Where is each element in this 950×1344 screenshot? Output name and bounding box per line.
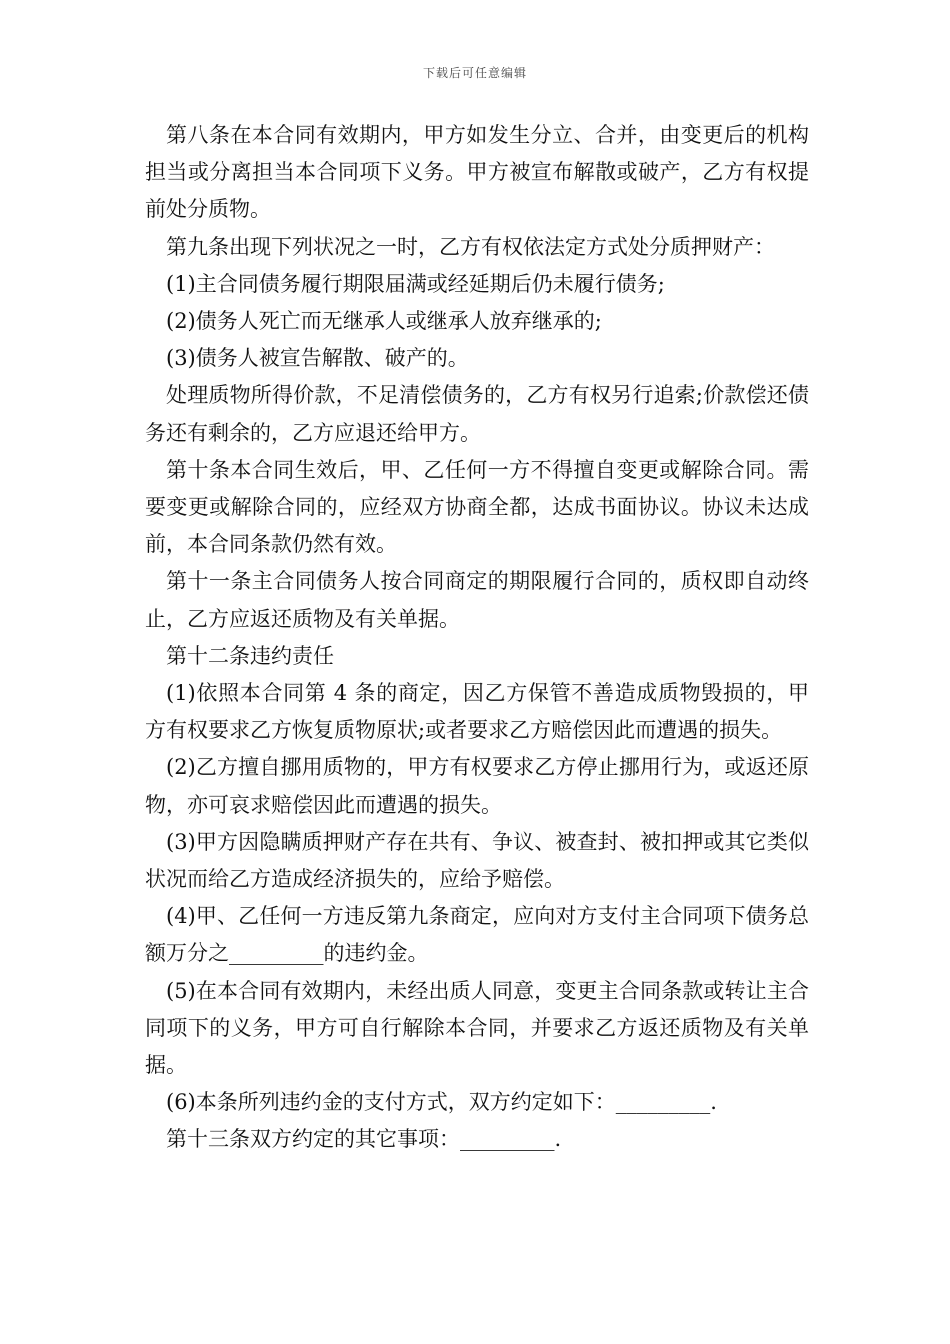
paragraph-item: (5)在本合同有效期内，未经出质人同意，变更主合同条款或转让主合同项下的义务，甲方可自行解除本合同，并要求乙方返还质物及有关单据。 — [145, 978, 809, 1078]
paragraph-item: (1)依照本合同第 4 条的商定，因乙方保管不善造成质物毁损的，甲方有权要求乙方恢复质物原状;或者要求乙方赔偿因此而遭遇的损失。 — [145, 681, 809, 743]
paragraph-item: (3)甲方因隐瞒质押财产存在共有、争议、被查封、被扣押或其它类似状况而给乙方造成经济损失的，应给予赔偿。 — [145, 829, 809, 892]
paragraph-item: (4)甲、乙任何一方违反第九条商定，应向对方支付主合同项下债务总额万分之_________的违约金。 — [145, 904, 809, 966]
paragraph-article-8: 第八条在本合同有效期内，甲方如发生分立、合并，由变更后的机构担当或分离担当本合同项下义务。甲方被宣布解散或破产，乙方有权提前处分质物。 — [145, 123, 809, 222]
paragraph-item: (2)乙方擅自挪用质物的，甲方有权要求乙方停止挪用行为，或返还原物，亦可哀求赔偿因此而遭遇的损失。 — [145, 755, 809, 817]
paragraph-item: (3)债务人被宣告解散、破产的。 — [166, 346, 469, 371]
paragraph-article-12-heading: 第十二条违约责任 — [166, 643, 334, 668]
paragraph-proceeds: 处理质物所得价款，不足清偿债务的，乙方有权另行追索;价款偿还债务还有剩余的，乙方应退还给甲方。 — [145, 383, 809, 445]
paragraph-article-10: 第十条本合同生效后，甲、乙任何一方不得擅自变更或解除合同。需要变更或解除合同的，应经双方协商全都，达成书面协议。协议未达成前，本合同条款仍然有效。 — [145, 457, 809, 557]
document-body — [145, 117, 809, 1159]
paragraph-item: (1)主合同债务履行期限届满或经延期后仍未履行债务; — [166, 271, 665, 296]
paragraph-item: (2)债务人死亡而无继承人或继承人放弃继承的; — [166, 309, 602, 334]
paragraph-article-11: 第十一条主合同债务人按合同商定的期限履行合同的，质权即自动终止，乙方应返还质物及有关单据。 — [145, 569, 809, 631]
page-header: 下载后可任意编辑 — [422, 66, 527, 80]
paragraph-article-9: 第九条出现下列状况之一时，乙方有权依法定方式处分质押财产： — [166, 234, 775, 259]
paragraph-item: (6)本条所列违约金的支付方式，双方约定如下：_________. — [166, 1090, 717, 1115]
paragraph-article-13: 第十三条双方约定的其它事项：_________. — [166, 1127, 562, 1152]
